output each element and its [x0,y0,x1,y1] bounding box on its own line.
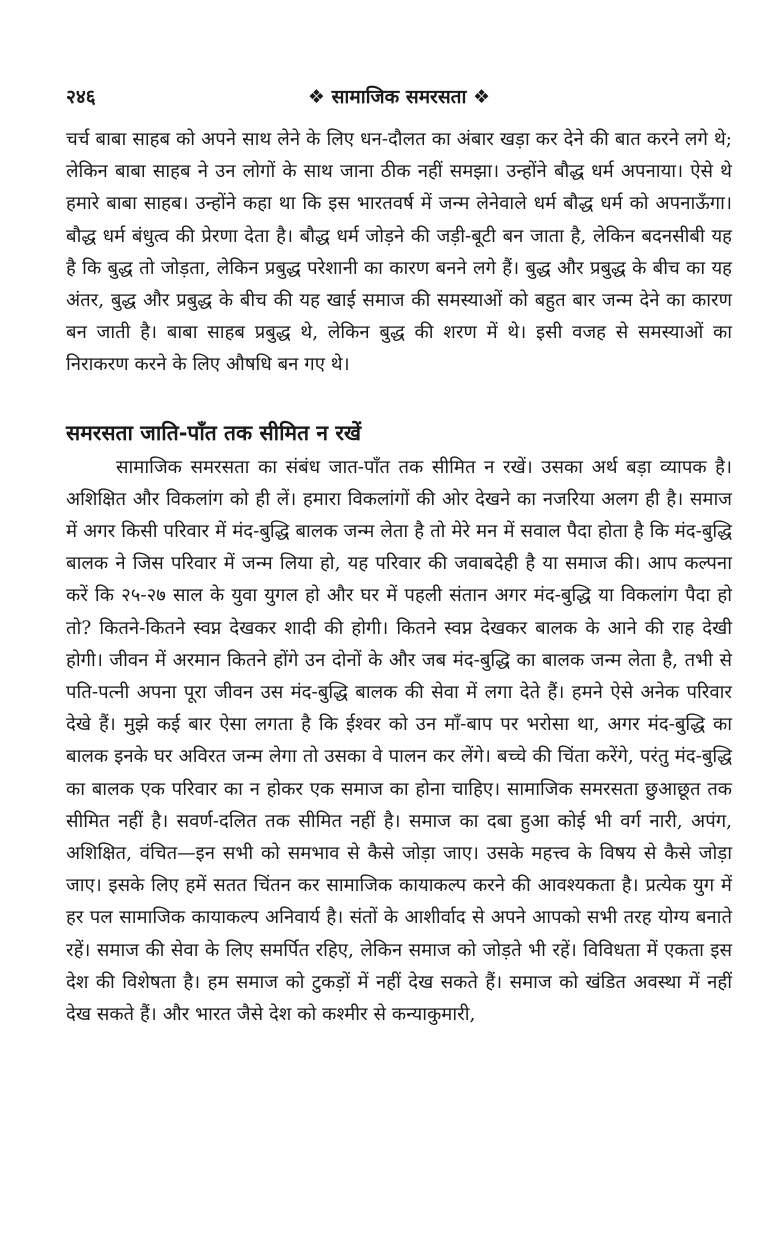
running-header [66,80,732,114]
section-heading: समरसता जाति-पाँत तक सीमित न रखें [66,420,362,445]
section-paragraph: सामाजिक समरसता का संबंध जात-पाँत तक सीमित न रखें। उसका अर्थ बड़ा व्यापक है। अशिक्षित और विकलांग को ही लें। हमारा विकलांगों की ओर देखने का नजरिया अलग ही है। समाज में अगर किसी परिवार में मंद-बुद्धि बालक जन्म लेता है तो मेरे मन में सवाल पैदा होता है कि मंद-बुद्धि बालक ने जिस परिवार में जन्म लिया हो, यह परिवार की जवाबदेही है या समाज की। आप कल्पना करें कि २५-२७ साल के युवा युगल हो और घर में पहली संतान अगर मंद-बुद्धि या विकलांग पैदा हो तो? कितने-कितने स्वप्न देखकर शादी की होगी। कितने स्वप्न देखकर बालक के आने की राह देखी होगी। जीवन में अरमान कितने होंगे उन दोनों के और जब मंद-बुद्धि का बालक जन्म लेता है, तभी से पति-पत्नी अपना पूरा जीवन उस मंद-बुद्धि बालक की सेवा में लगा देते हैं। हमने ऐसे अनेक परिवार देखे हैं। मुझे कई बार ऐसा लगता है कि ईश्वर को उन माँ-बाप पर भरोसा था, अगर मंद-बुद्धि का बालक इनके घर अविरत जन्म लेगा तो उसका वे पालन कर लेंगे। बच्चे की चिंता करेंगे, परंतु मंद-बुद्धि का बालक एक परिवार का न होकर एक समाज का होना चाहिए। सामाजिक समरसता छुआछूत तक सीमित नहीं है। सवर्ण-दलित तक सीमित नहीं है। समाज का दबा हुआ कोई भी वर्ग नारी, अपंग, अशिक्षित, वंचित—इन सभी को समभाव से कैसे जोड़ा जाए। उसके महत्त्व के विषय से कैसे जोड़ा जाए। इसके लिए हमें सतत चिंतन कर सामाजिक कायाकल्प करने की आवश्यकता है। प्रत्येक युग में हर पल सामाजिक कायाकल्प अनिवार्य है। संतों के आशीर्वाद से अपने आपको सभी तरह योग्य बनाते रहें। समाज की सेवा के लिए समर्पित रहिए, लेकिन समाज को जोड़ते भी रहें। विविधता में एकता इस देश की विशेषता है। हम समाज को टुकड़ों में नहीं देख सकते हैं। समाज को खंडित अवस्था में नहीं देख सकते हैं। और भारत जैसे देश को कश्मीर से कन्याकुमारी, [66,456,732,1026]
page-number: २४६ [66,86,96,108]
paragraph-continued: चर्च बाबा साहब को अपने साथ लेने के लिए धन-दौलत का अंबार खड़ा कर देने की बात करने लगे थे; लेकिन बाबा साहब ने उन लोगों के साथ जाना ठीक नहीं समझा। उन्होंने बौद्ध धर्म अपनाया। ऐसे थे हमारे बाबा साहब। उन्होंने कहा था कि इस भारतवर्ष में जन्म लेनेवाले धर्म बौद्ध धर्म को अपनाऊँगा। बौद्ध धर्म बंधुत्व की प्रेरणा देता है। बौद्ध धर्म जोड़ने की जड़ी-बूटी बन जाता है, लेकिन बदनसीबी यह है कि बुद्ध तो जोड़ता, लेकिन प्रबुद्ध परेशानी का कारण बनने लगे हैं। बुद्ध और प्रबुद्ध के बीच का यह अंतर, बुद्ध और प्रबुद्ध के बीच की यह खाई समाज की समस्याओं को बहुत बार जन्म देने का कारण बन जाती है। बाबा साहब प्रबुद्ध थे, लेकिन बुद्ध की शरण में थे। इसी वजह से समस्याओं का निराकरण करने के लिए औषधि बन गए थे। [66,129,732,376]
running-title: ❖ सामाजिक समरसता ❖ [307,86,491,108]
book-page [66,80,732,1031]
